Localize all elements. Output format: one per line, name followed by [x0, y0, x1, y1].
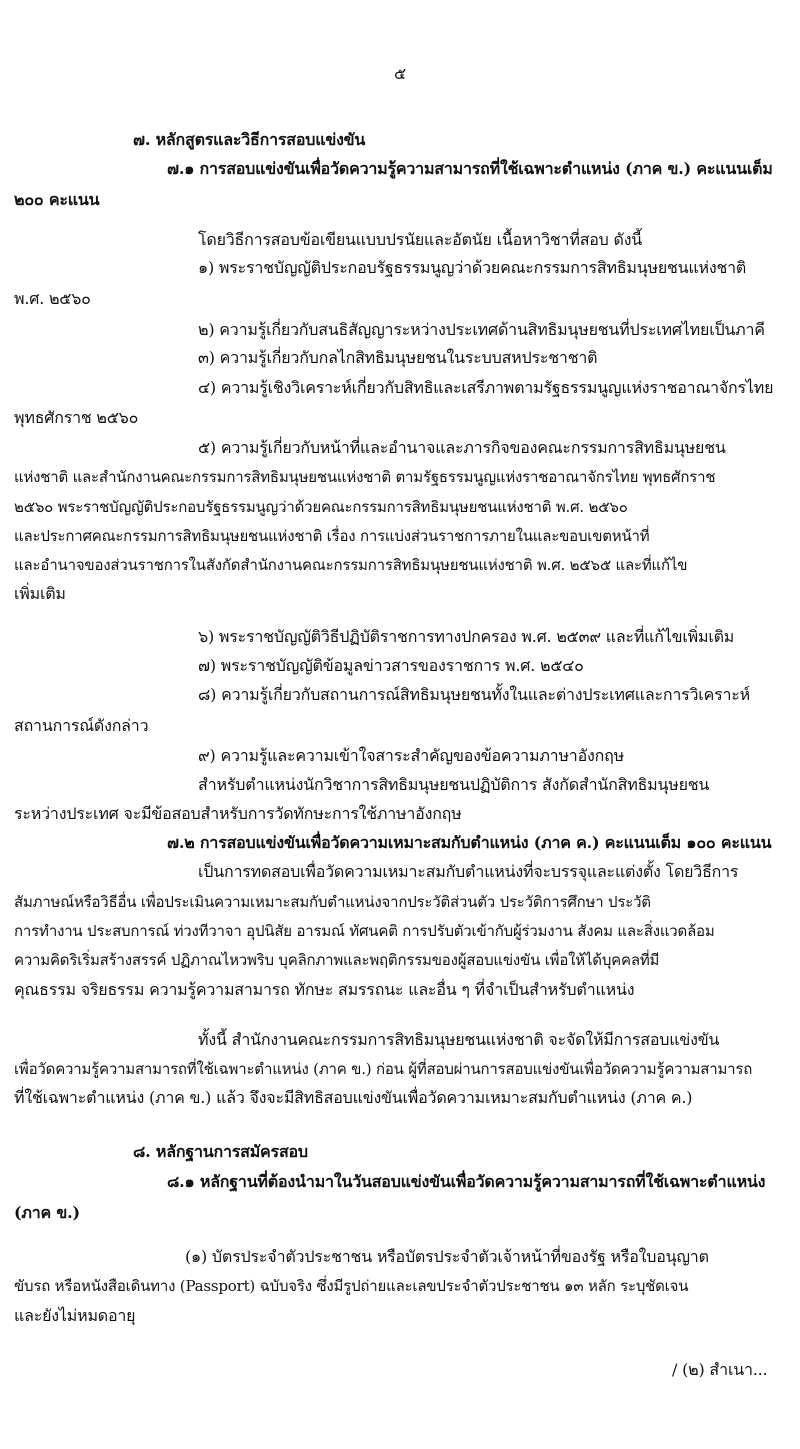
item-1-line2: พ.ศ. ๒๕๖๐: [14, 289, 91, 308]
item-8-line2: สถานการณ์ดังกล่าว: [14, 716, 149, 735]
item-6: ๖) พระราชบัญญัติวิธีปฏิบัติราชการทางปกครอง พ.ศ. ๒๕๓๙ และที่แก้ไขเพิ่มเติม: [198, 627, 735, 646]
section-7-2-body-line3: การทำงาน ประสบการณ์ ท่วงทีวาจา อุปนิสัย อารมณ์ ทัศนคติ การปรับตัวเข้ากับผู้ร่วมงาน สังคม และสิ่งแวดล้อม: [14, 922, 715, 940]
section-7-2-body-line1: เป็นการทดสอบเพื่อวัดความเหมาะสมกับตำแหน่งที่จะบรรจุและแต่งตั้ง โดยวิธีการ: [198, 862, 739, 881]
english-note-line1: สำหรับตำแหน่งนักวิชาการสิทธิมนุษยชนปฏิบัติการ สังกัดสำนักสิทธิมนุษยชน: [198, 775, 710, 794]
item-3: ๓) ความรู้เกี่ยวกับกลไกสิทธิมนุษยชนในระบบสหประชาชาติ: [198, 348, 598, 367]
section-8-1-item-1-line3: และยังไม่หมดอายุ: [14, 1306, 136, 1325]
section-8-1-item-1-line2: ขับรถ หรือหนังสือเดินทาง (Passport) ฉบับจริง ซึ่งมีรูปถ่ายและเลขประจำตัวประชาชน ๑๓ หลัก ระบุชัดเจน: [14, 1277, 689, 1295]
continuation-marker: / (๒) สำเนา...: [672, 1360, 768, 1379]
item-1-line1: ๑) พระราชบัญญัติประกอบรัฐธรรมนูญว่าด้วยคณะกรรมการสิทธิมนุษยชนแห่งชาติ: [198, 258, 747, 277]
item-2: ๒) ความรู้เกี่ยวกับสนธิสัญญาระหว่างประเทศด้านสิทธิมนุษยชนที่ประเทศไทยเป็นภาคี: [198, 320, 765, 339]
item-4-line1: ๔) ความรู้เชิงวิเคราะห์เกี่ยวกับสิทธิและเสรีภาพตามรัฐธรรมนูญแห่งราชอาณาจักรไทย: [198, 378, 774, 397]
section-7-heading: ๗. หลักสูตรและวิธีการสอบแข่งขัน: [133, 130, 366, 149]
section-7-1-heading-line1: ๗.๑ การสอบแข่งขันเพื่อวัดความรู้ความสามารถที่ใช้เฉพาะตำแหน่ง (ภาค ข.) คะแนนเต็ม: [167, 159, 773, 178]
item-4-line2: พุทธศักราช ๒๕๖๐: [14, 408, 139, 427]
section-8-1-heading-line2: (ภาค ข.): [14, 1203, 80, 1222]
item-5-line3: ๒๕๖๐ พระราชบัญญัติประกอบรัฐธรรมนูญว่าด้วยคณะกรรมการสิทธิมนุษยชนแห่งชาติ พ.ศ. ๒๕๖๐: [14, 498, 628, 516]
item-5-line2: แห่งชาติ และสำนักงานคณะกรรมการสิทธิมนุษยชนแห่งชาติ ตามรัฐธรรมนูญแห่งราชอาณาจักรไทย พุทธศักราช: [14, 468, 716, 486]
section-7-final-line2: เพื่อวัดความรู้ความสามารถที่ใช้เฉพาะตำแหน่ง (ภาค ข.) ก่อน ผู้ที่สอบผ่านการสอบแข่งขันเพื่อวัดความรู้ความสามารถ: [14, 1060, 753, 1078]
item-7: ๗) พระราชบัญญัติข้อมูลข่าวสารของราชการ พ.ศ. ๒๕๔๐: [198, 656, 584, 675]
item-5-line4: และประกาศคณะกรรมการสิทธิมนุษยชนแห่งชาติ เรื่อง การแบ่งส่วนราชการภายในและขอบเขตหน้าที่: [14, 527, 650, 545]
item-5-line6: เพิ่มเติม: [14, 584, 66, 603]
section-7-2-body-line4: ความคิดริเริ่มสร้างสรรค์ ปฏิภาณไหวพริบ บุคลิกภาพและพฤติกรรมของผู้สอบแข่งขัน เพื่อให้ได้บุคคลที่มี: [14, 951, 660, 969]
english-note-line2: ระหว่างประเทศ จะมีข้อสอบสำหรับการวัดทักษะการใช้ภาษาอังกฤษ: [14, 804, 462, 823]
section-7-1-intro: โดยวิธีการสอบข้อเขียนแบบปรนัยและอัตนัย เนื้อหาวิชาที่สอบ ดังนี้: [198, 230, 643, 249]
section-8-1-heading-line1: ๘.๑ หลักฐานที่ต้องนำมาในวันสอบแข่งขันเพื่อวัดความรู้ความสามารถที่ใช้เฉพาะตำแหน่ง: [167, 1172, 766, 1191]
item-8-line1: ๘) ความรู้เกี่ยวกับสถานการณ์สิทธิมนุษยชนทั้งในและต่างประเทศและการวิเคราะห์: [198, 685, 750, 704]
section-7-final-line1: ทั้งนี้ สำนักงานคณะกรรมการสิทธิมนุษยชนแห่งชาติ จะจัดให้มีการสอบแข่งขัน: [198, 1030, 720, 1049]
item-5-line5: และอำนาจของส่วนราชการในสังกัดสำนักงานคณะกรรมการสิทธิมนุษยชนแห่งชาติ พ.ศ. ๒๕๖๕ และที่แก้ไข: [14, 556, 688, 574]
page-number: ๕: [393, 64, 407, 83]
section-8-heading: ๘. หลักฐานการสมัครสอบ: [133, 1142, 308, 1161]
item-5-line1: ๕) ความรู้เกี่ยวกับหน้าที่และอำนาจและภารกิจของคณะกรรมการสิทธิมนุษยชน: [198, 438, 726, 457]
section-7-2-body-line5: คุณธรรม จริยธรรม ความรู้ความสามารถ ทักษะ สมรรถนะ และอื่น ๆ ที่จำเป็นสำหรับตำแหน่ง: [14, 980, 635, 999]
section-7-1-heading-line2: ๒๐๐ คะแนน: [14, 190, 100, 209]
section-7-2-body-line2: สัมภาษณ์หรือวิธีอื่น เพื่อประเมินความเหมาะสมกับตำแหน่งจากประวัติส่วนตัว ประวัติการศึกษา ประวัติ: [14, 893, 651, 911]
item-9: ๙) ความรู้และความเข้าใจสาระสำคัญของข้อความภาษาอังกฤษ: [198, 746, 624, 765]
section-7-final-line3: ที่ใช้เฉพาะตำแหน่ง (ภาค ข.) แล้ว จึงจะมีสิทธิสอบแข่งขันเพื่อวัดความเหมาะสมกับตำแหน่ง (ภาค ค.): [14, 1088, 693, 1107]
section-7-2-heading: ๗.๒ การสอบแข่งขันเพื่อวัดความเหมาะสมกับตำแหน่ง (ภาค ค.) คะแนนเต็ม ๑๐๐ คะแนน: [167, 833, 772, 852]
section-8-1-item-1-line1: (๑) บัตรประจำตัวประชาชน หรือบัตรประจำตัวเจ้าหน้าที่ของรัฐ หรือใบอนุญาต: [185, 1247, 709, 1266]
